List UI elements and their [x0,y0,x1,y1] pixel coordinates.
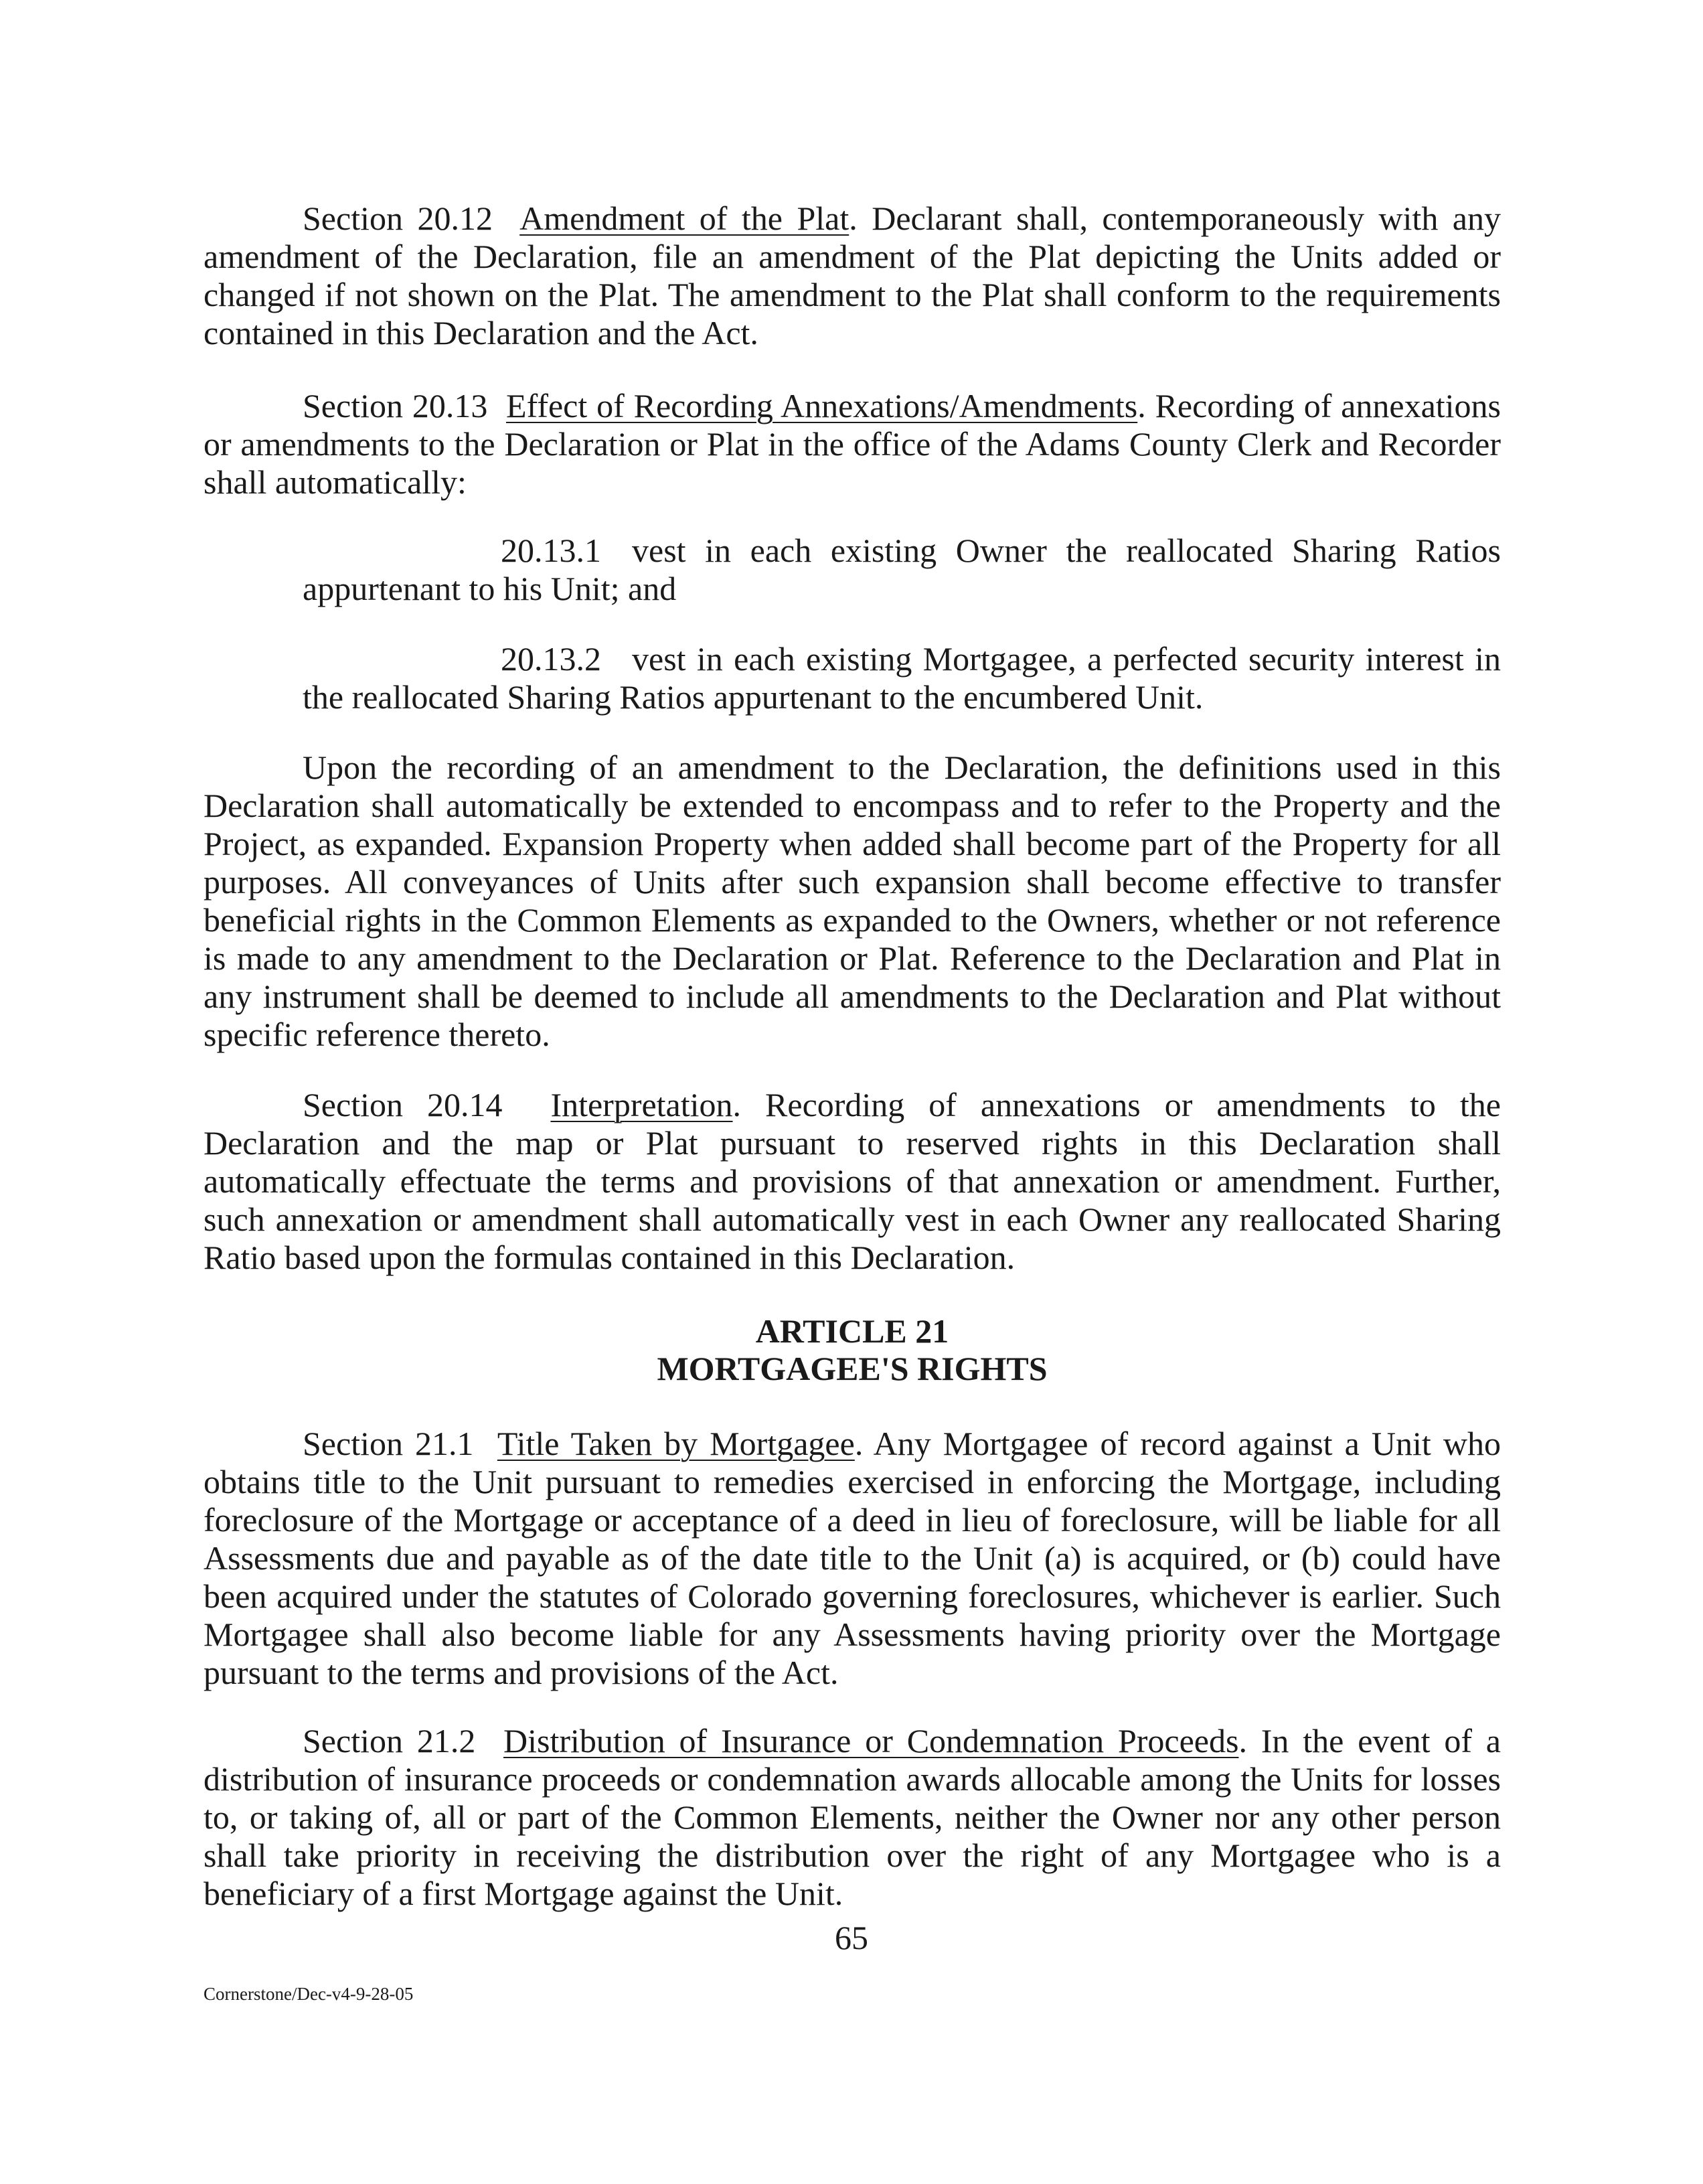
page-number: 65 [835,1919,868,1956]
section-title: Distribution of Insurance or Condemnation Proceeds [503,1722,1239,1760]
section-body: . Recording of annexations or amendments to the Declaration and the map or Plat pursuant to reserved rights in this Declaration shall automatically effectuate the terms and provisions of that annexation or amendment. Further, such annexation or amendment shall automatically vest in each Owner any reallocated Sharing Ratio based upon the formulas contained in this Declaration. [204,1086,1501,1276]
section-title: Effect of Recording Annexations/Amendments [506,387,1138,424]
subsection-body: vest in each existing Owner the reallocated Sharing Ratios appurtenant to his Unit; and [303,532,1501,607]
section-20-12 [204,200,1501,352]
section-number: Section 21.1 [303,1425,474,1462]
section-body: . Any Mortgagee of record against a Unit who obtains title to the Unit pursuant to remedies exercised in enforcing the Mortgage, including foreclosure of the Mortgage or acceptance of a deed in lieu of foreclosure, will be liable for all Assessments due and payable as of the date title to the Unit (a) is acquired, or (b) could have been acquired under the statutes of Colorado governing foreclosures, whichever is earlier. Such Mortgagee shall also become liable for any Assessments having priority over the Mortgage pursuant to the terms and provisions of the Act. [204,1425,1501,1691]
section-title: Interpretation [550,1086,733,1123]
article-number: ARTICLE 21 [755,1312,949,1350]
subsection-number: 20.13.2 [501,640,601,678]
section-number: Section 20.14 [303,1086,503,1123]
article-title: MORTGAGEE'S RIGHTS [657,1350,1048,1387]
expansion-paragraph: Upon the recording of an amendment to the Declaration, the definitions used in this Declaration shall automatically be extended to encompass and to refer to the Property and the Project, as expanded. Expansion Property when added shall become part of the Property for all purposes. All conveyances of Units after such expansion shall become effective to transfer beneficial rights in the Common Elements as expanded to the Owners, whether or not reference is made to any amendment to the Declaration or Plat. Reference to the Declaration and Plat in any instrument shall be deemed to include all amendments to the Declaration and Plat without specific reference thereto. [204,749,1501,1053]
section-body: . Declarant shall, contemporaneously with any amendment of the Declaration, file an amendment of the Plat depicting the Units added or changed if not shown on the Plat. The amendment to the Plat shall conform to the requirements contained in this Declaration and the Act. [204,200,1501,352]
subsection-20-13-1 [303,532,1501,608]
section-title: Title Taken by Mortgagee [497,1425,855,1462]
subsection-number: 20.13.1 [501,532,601,569]
section-number: Section 21.2 [303,1722,476,1760]
section-body: . Recording of annexations or amendments to the Declaration or Plat in the office of the Adams County Clerk and Recorder shall automatically: [204,387,1502,501]
subsection-body: vest in each existing Mortgagee, a perfected security interest in the reallocated Sharing Ratios appurtenant to the encumbered Unit. [303,640,1501,716]
document-footer: Cornerstone/Dec-v4-9-28-05 [204,1984,414,2004]
section-number: Section 20.12 [303,200,493,237]
section-20-13 [204,387,1501,501]
section-number: Section 20.13 [303,387,488,424]
section-20-14 [204,1086,1501,1277]
section-21-1 [204,1425,1501,1692]
section-title: Amendment of the Plat [519,200,849,237]
subsection-20-13-2 [303,640,1501,716]
section-body: . In the event of a distribution of insurance proceeds or condemnation awards allocable among the Units for losses to, or taking of, all or part of the Common Elements, neither the Owner nor any other person shall take priority in receiving the distribution over the right of any Mortgagee who is a beneficiary of a first Mortgage against the Unit. [204,1722,1501,1912]
section-21-2 [204,1722,1501,1913]
